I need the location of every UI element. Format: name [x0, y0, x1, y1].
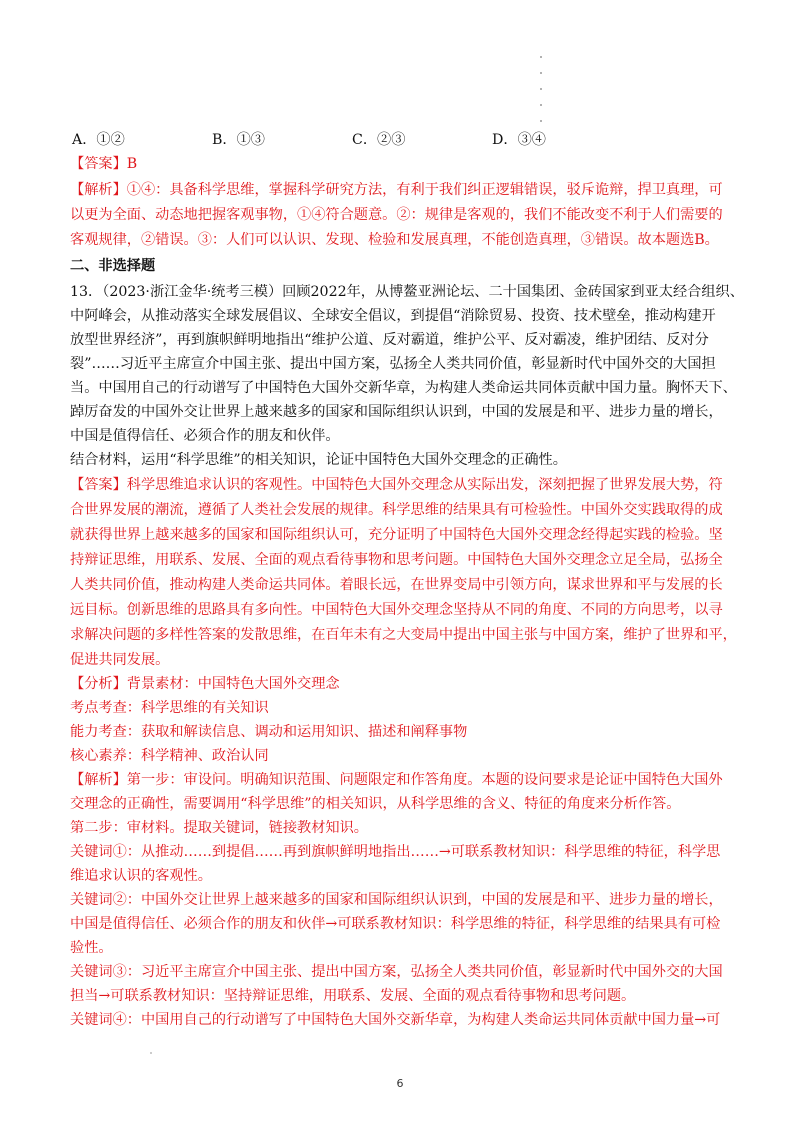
q13-answer-line: 人类共同价值，推动构建人类命运共同体。着眼长远，在世界变局中引领方向，谋求世界和平与发展的长 [70, 577, 723, 593]
option-b: B．①③ [212, 132, 265, 148]
q13-answer-line: 合世界发展的潮流，遵循了人类社会发展的规律。科学思维的结果具有可检验性。中国外交实践取得的成 [70, 502, 723, 518]
q13-kaodian: 考点考查：科学思维的有关知识 [70, 700, 269, 716]
q13-answer-line: 远目标。创新思维的思路具有多向性。中国特色大国外交理念坚持从不同的角度、不同的方向思考，以寻 [70, 602, 723, 618]
q12-answer: 【答案】B [70, 156, 138, 172]
q13-answer-line: 【答案】科学思维追求认识的客观性。中国特色大国外交理念从实际出发，深刻把握了世界发展大势，符 [70, 477, 723, 493]
section-heading: 二、非选择题 [70, 258, 156, 274]
q13-suyang: 核心素养：科学精神、政治认同 [70, 748, 269, 764]
q13-jiexi-line: 交理念的正确性，需要调用“科学思维”的相关知识，从科学思维的含义、特征的角度来分析作答。 [70, 796, 681, 812]
option-c: C．②③ [352, 132, 406, 148]
page-number: 6 [396, 1077, 404, 1090]
q13-keyword-line: 关键词③：习近平主席宣介中国主张、提出中国方案，弘扬全人类共同价值，彰显新时代中国外交的大国 [70, 964, 723, 980]
q12-analysis-line: 以更为全面、动态地把握客观事物，①④符合题意。②：规律是客观的，我们不能改变不利于人们需要的 [70, 207, 723, 223]
q13-analysis-header: 【分析】背景素材：中国特色大国外交理念 [70, 676, 340, 692]
q13-keyword-line: 关键词②：中国外交让世界上越来越多的国家和国际组织认识到，中国的发展是和平、进步力量的增长， [70, 892, 723, 908]
q13-answer-line: 促进共同发展。 [70, 652, 170, 668]
q13-stem-line: 中阿峰会，从推动落实全球发展倡议、全球安全倡议，到提倡“消除贸易、投资、技术壁垒，推动构建开 [70, 308, 716, 324]
q13-stem-line: 踔厉奋发的中国外交让世界上越来越多的国家和国际组织认识到，中国的发展是和平、进步力量的增长， [70, 404, 723, 420]
q13-keyword-line: 担当→可联系教材知识：坚持辩证思维，用联系、发展、全面的观点看待事物和思考问题。 [70, 988, 636, 1004]
q13-jiexi-line: 【解析】第一步：审设问。明确知识范围、问题限定和作答角度。本题的设问要求是论证中国特色大国外 [70, 772, 723, 788]
q13-stem-line: 放型世界经济”，再到旗帜鲜明地指出“维护公道、反对霸道，维护公平、反对霸凌，维护团结、反对分 [70, 332, 709, 348]
option-d: D．③④ [492, 132, 546, 148]
q13-keyword-line: 关键词④：中国用自己的行动谱写了中国特色大国外交新华章，为构建人类命运共同体贡献中国力量→可 [70, 1012, 721, 1028]
decorative-dot [150, 1052, 152, 1054]
q13-step2: 第二步：审材料。提取关键词，链接教材知识。 [70, 820, 368, 836]
q13-answer-line: 求解决问题的多样性答案的发散思维，在百年未有之大变局中提出中国主张与中国方案，维护了世界和平， [70, 627, 737, 643]
q13-keyword-line: 中国是值得信任、必须合作的朋友和伙伴→可联系教材知识：科学思维的特征，科学思维的结果具有可检 [70, 916, 721, 932]
q13-nengli: 能力考查：获取和解读信息、调动和运用知识、描述和阐释事物 [70, 724, 468, 740]
q13-stem-line: 当。中国用自己的行动谱写了中国特色大国外交新华章，为构建人类命运共同体贡献中国力量。胸怀天下、 [70, 380, 737, 396]
option-a: A．①② [72, 132, 125, 148]
q13-keyword-line: 维追求认识的客观性。 [70, 868, 212, 884]
q13-prompt: 结合材料，运用“科学思维”的相关知识，论证中国特色大国外交理念的正确性。 [70, 452, 567, 468]
q13-answer-line: 持辩证思维，用联系、发展、全面的观点看待事物和思考问题。中国特色大国外交理念立足全局，弘扬全 [70, 552, 723, 568]
q12-analysis-line: 【解析】①④：具备科学思维，掌握科学研究方法，有利于我们纠正逻辑错误，驳斥诡辩，捍卫真理，可 [70, 182, 723, 198]
q13-stem-line: 中国是值得信任、必须合作的朋友和伙伴。 [70, 428, 340, 444]
decorative-dots [540, 56, 544, 136]
q13-answer-line: 就获得世界上越来越多的国家和国际组织认可，充分证明了中国特色大国外交理念经得起实践的检验。坚 [70, 527, 723, 543]
q13-stem-line: 13．（2023·浙江金华·统考三模）回顾2022年，从博鳌亚洲论坛、二十国集团、金砖国家到亚太经合组织、 [70, 284, 744, 300]
q13-stem-line: 裂”……习近平主席宣介中国主张、提出中国方案，弘扬全人类共同价值，彰显新时代中国外交的大国担 [70, 356, 716, 372]
q13-keyword-line: 验性。 [70, 940, 113, 956]
q12-analysis-line: 客观规律，②错误。③：人们可以认识、发现、检验和发展真理，不能创造真理，③错误。故本题选B。 [70, 232, 719, 248]
q13-keyword-line: 关键词①：从推动……到提倡……再到旗帜鲜明地指出……→可联系教材知识：科学思维的特征，科学思 [70, 844, 721, 860]
